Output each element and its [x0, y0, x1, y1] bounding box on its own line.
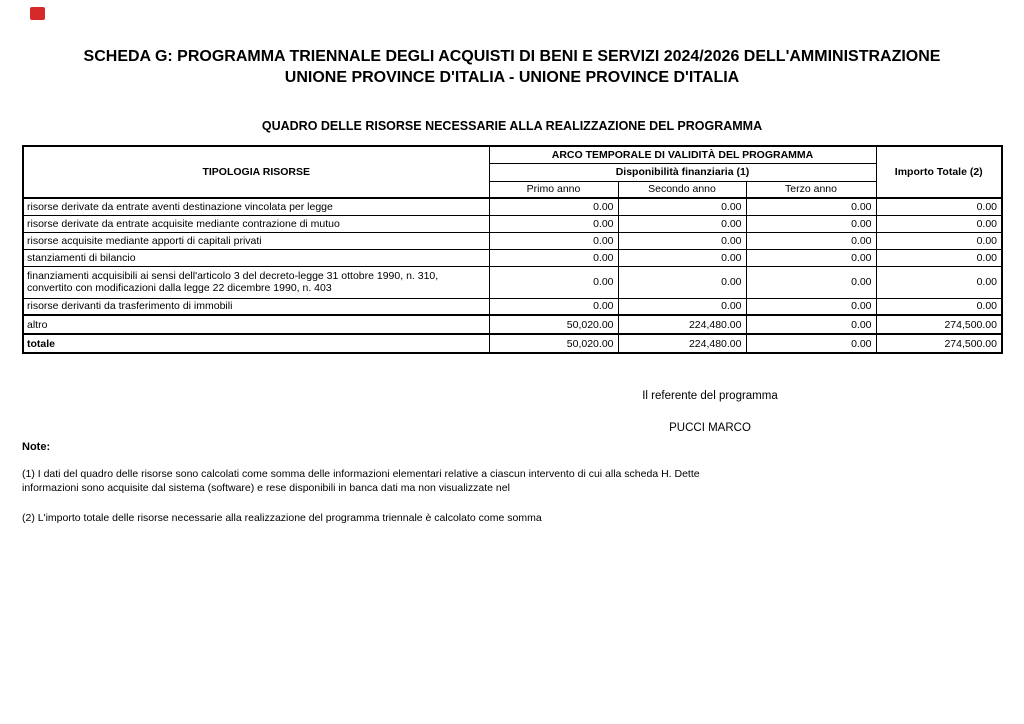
column-header-terzo-anno: Terzo anno [746, 181, 876, 198]
row-label: finanziamenti acquisibili ai sensi dell'articolo 3 del decreto-legge 31 ottobre 1990, n. 310, convertito con modificazioni dalla legge 22 dicembre 1990, n. 403 [23, 266, 489, 298]
value-cell: 0.00 [876, 232, 1002, 249]
value-cell: 224,480.00 [618, 315, 746, 334]
table-row [23, 298, 1002, 315]
value-cell: 0.00 [489, 215, 618, 232]
row-label: risorse derivate da entrate aventi destinazione vincolata per legge [23, 198, 489, 215]
value-cell: 0.00 [746, 298, 876, 315]
notes-section [22, 440, 792, 525]
column-header-importo-totale: Importo Totale (2) [876, 146, 1002, 198]
value-cell: 0.00 [618, 198, 746, 215]
value-cell: 0.00 [876, 249, 1002, 266]
value-cell: 0.00 [876, 298, 1002, 315]
page-title-line-2: UNIONE PROVINCE D'ITALIA - UNIONE PROVINCE D'ITALIA [284, 69, 740, 86]
table-row [23, 232, 1002, 249]
value-cell: 0.00 [618, 249, 746, 266]
value-cell: 0.00 [489, 249, 618, 266]
column-header-secondo-anno: Secondo anno [618, 181, 746, 198]
value-cell: 0.00 [746, 249, 876, 266]
row-label: risorse acquisite mediante apporti di capitali privati [23, 232, 489, 249]
value-cell: 0.00 [618, 298, 746, 315]
value-cell: 0.00 [746, 215, 876, 232]
value-cell: 50,020.00 [489, 315, 618, 334]
signature-name: PUCCI MARCO [669, 422, 751, 434]
signature-block [410, 390, 1010, 434]
value-cell: 0.00 [746, 198, 876, 215]
value-cell: 0.00 [746, 315, 876, 334]
column-header-primo-anno: Primo anno [489, 181, 618, 198]
column-header-arco-temporale: ARCO TEMPORALE DI VALIDITÀ DEL PROGRAMMA [489, 146, 876, 163]
page-title [0, 46, 1024, 88]
value-cell: 0.00 [489, 198, 618, 215]
column-header-disponibilita-finanziaria: Disponibilità finanziaria (1) [489, 163, 876, 181]
note-1-line-1: (1) I dati del quadro delle risorse sono calcolati come somma delle informazioni elementari relative a ciascun intervento di cui alla scheda H. Dette [22, 468, 700, 480]
value-cell: 0.00 [618, 266, 746, 298]
value-cell: 274,500.00 [876, 315, 1002, 334]
row-label: risorse derivate da entrate acquisite mediante contrazione di mutuo [23, 215, 489, 232]
row-label: stanziamenti di bilancio [23, 249, 489, 266]
signature-role: Il referente del programma [642, 390, 778, 402]
header-row-arco [23, 146, 1002, 163]
row-label: totale [23, 334, 489, 353]
value-cell: 50,020.00 [489, 334, 618, 353]
note-1 [22, 467, 792, 495]
value-cell: 0.00 [618, 232, 746, 249]
table-row [23, 198, 1002, 215]
value-cell: 0.00 [746, 232, 876, 249]
table-row [23, 215, 1002, 232]
row-label: risorse derivanti da trasferimento di immobili [23, 298, 489, 315]
broken-image-icon [30, 7, 45, 20]
value-cell: 0.00 [876, 266, 1002, 298]
value-cell: 0.00 [489, 266, 618, 298]
value-cell: 0.00 [489, 232, 618, 249]
note-2: (2) L'importo totale delle risorse necessarie alla realizzazione del programma triennale è calcolato come somma [22, 512, 542, 524]
value-cell: 0.00 [489, 298, 618, 315]
resources-table-container [22, 145, 1003, 354]
value-cell: 0.00 [746, 334, 876, 353]
table-row [23, 266, 1002, 298]
value-cell: 0.00 [618, 215, 746, 232]
table-row-altro [23, 315, 1002, 334]
resources-table [22, 145, 1003, 354]
table-row-totale [23, 334, 1002, 353]
value-cell: 0.00 [876, 215, 1002, 232]
page-title-line-1: SCHEDA G: PROGRAMMA TRIENNALE DEGLI ACQUISTI DI BENI E SERVIZI 2024/2026 DELL'AMMINISTRAZIONE [83, 48, 941, 65]
note-1-line-2: informazioni sono acquisite dal sistema (software) e rese disponibili in banca dati ma non visualizzate nel [22, 482, 510, 494]
value-cell: 224,480.00 [618, 334, 746, 353]
value-cell: 274,500.00 [876, 334, 1002, 353]
value-cell: 0.00 [876, 198, 1002, 215]
value-cell: 0.00 [746, 266, 876, 298]
table-row [23, 249, 1002, 266]
page-subtitle: QUADRO DELLE RISORSE NECESSARIE ALLA REALIZZAZIONE DEL PROGRAMMA [261, 119, 763, 133]
row-label: altro [23, 315, 489, 334]
notes-heading: Note: [22, 441, 51, 453]
column-header-tipologia-risorse: TIPOLOGIA RISORSE [23, 146, 489, 198]
